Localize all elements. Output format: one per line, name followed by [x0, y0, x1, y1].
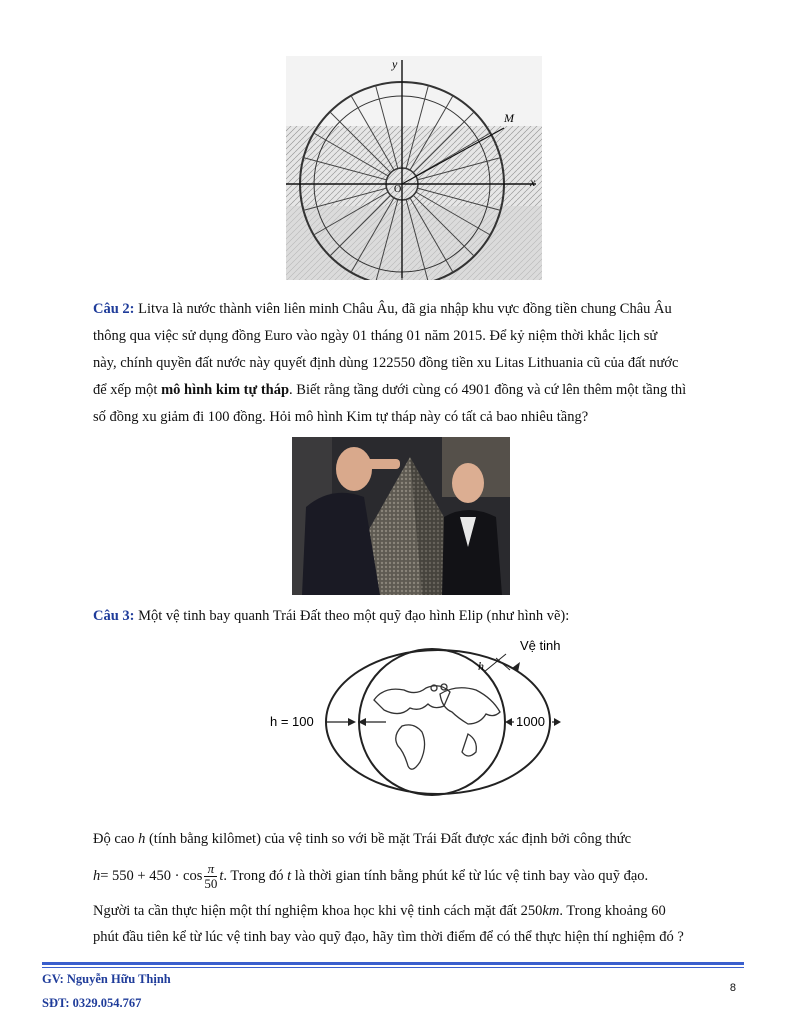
q3-var-t: t	[287, 868, 292, 884]
q2-bold: mô hình kim tự tháp	[161, 382, 290, 398]
q3-text-3b: là thời gian tính bằng phút kể từ lúc vệ tinh bay vào quỹ đạo.	[294, 868, 649, 884]
q2-text-5a: số đồng xu giảm đi	[93, 409, 205, 425]
footer-teacher: GV: Nguyễn Hữu Thịnh	[42, 972, 171, 986]
footer-rule-thin	[42, 967, 744, 968]
q3-text-4b: . Trong khoảng 60	[559, 903, 666, 919]
q3-text-5: phút đầu tiên kể từ lúc vệ tinh bay vào quỹ đạo, hãy tìm thời điểm để có thể thực hiện thí nghiệm đó ?	[93, 929, 684, 945]
q2-text-4b: . Biết rằng tầng dưới cùng có	[289, 382, 458, 398]
q2-text-4c: đồng và cứ lên thêm một tầng thì	[494, 382, 687, 398]
q3-unit: km	[542, 903, 560, 919]
q2-day: 01	[352, 328, 368, 344]
q2-line-3	[93, 350, 713, 377]
q3-label: Câu 3:	[93, 608, 135, 624]
q2-text-2a: thông qua việc sử dụng đồng Euro vào ngày	[93, 328, 349, 344]
footer-rule	[42, 962, 744, 965]
waterwheel-figure	[286, 56, 542, 280]
formula-h: h	[93, 868, 101, 884]
q2-coins: 122550	[371, 355, 416, 371]
q2-text-3a: này, chính quyền đất nước này quyết định dùng	[93, 355, 369, 371]
q2-line-2	[93, 323, 713, 350]
coin-pyramid-photo	[292, 437, 510, 595]
q2-text-2b: tháng	[370, 328, 403, 344]
q3-text-2a: Độ cao	[93, 831, 135, 847]
satellite-label: Vệ tinh	[520, 638, 561, 653]
question-2	[93, 296, 713, 431]
formula-t: t	[219, 868, 224, 884]
q2-text-4a: để xếp một	[93, 382, 158, 398]
q3-line-5	[93, 924, 713, 950]
perigee-label: h = 100	[270, 714, 314, 729]
point-m-label: M	[504, 111, 514, 125]
page-number: 8	[729, 982, 736, 994]
q2-text-1: Litva là nước thành viên liên minh Châu Âu, đã gia nhập khu vực đồng tiền chung Châu Âu	[138, 301, 672, 317]
q2-text-3b: đồng tiền xu Litas Lithuania cũ của đất nước	[418, 355, 679, 371]
formula-expr: = 550 + 450 · cos	[100, 868, 203, 884]
y-axis-label: y	[392, 57, 398, 71]
question-3-intro	[93, 603, 713, 630]
apogee-label: 1000	[516, 714, 545, 729]
satellite-orbit-figure	[262, 630, 572, 810]
q3-text-2b: (tính bằng kilômet) của vệ tinh so với bề mặt Trái Đất được xác định bởi công thức	[148, 831, 632, 847]
q2-dec: 100	[207, 409, 230, 425]
q3-line-1	[93, 603, 713, 630]
x-axis-label: x	[530, 175, 536, 189]
q3-var-h: h	[138, 831, 146, 847]
q2-text-5b: đồng. Hỏi mô hình Kim tự tháp này có tất cả bao nhiêu tầng?	[233, 409, 589, 425]
q2-line-4	[93, 377, 713, 404]
q2-text-2c: năm	[424, 328, 450, 344]
fraction-denominator: 50	[204, 876, 218, 892]
q3-text-4a: Người ta cần thực hiện một thí nghiệm khoa học khi vệ tinh cách mặt đất	[93, 903, 518, 919]
q3-text-3a: . Trong đó	[223, 868, 284, 884]
q2-line-1	[93, 296, 713, 323]
q3-dist: 250	[520, 903, 543, 919]
formula-fraction	[204, 862, 217, 891]
origin-label: O	[394, 184, 402, 195]
footer-phone: SĐT: 0329.054.767	[42, 996, 142, 1010]
q2-text-2d: Để kỷ niệm thời khắc lịch sử	[489, 328, 658, 344]
q3-text-1: Một vệ tinh bay quanh Trái Đất theo một quỹ đạo hình Elip (như hình vẽ):	[138, 608, 570, 624]
q3-formula-line	[93, 858, 713, 894]
q2-bottom: 4901	[461, 382, 491, 398]
q2-year: 2015.	[453, 328, 486, 344]
q3-line-4	[93, 898, 713, 924]
question-3-body	[93, 826, 713, 950]
q2-line-5	[93, 404, 713, 431]
q3-line-2	[93, 826, 713, 852]
q2-month: 01	[406, 328, 422, 344]
fraction-numerator: π	[204, 862, 217, 877]
orbit-h-label: h	[478, 659, 484, 673]
q2-label: Câu 2:	[93, 301, 135, 317]
